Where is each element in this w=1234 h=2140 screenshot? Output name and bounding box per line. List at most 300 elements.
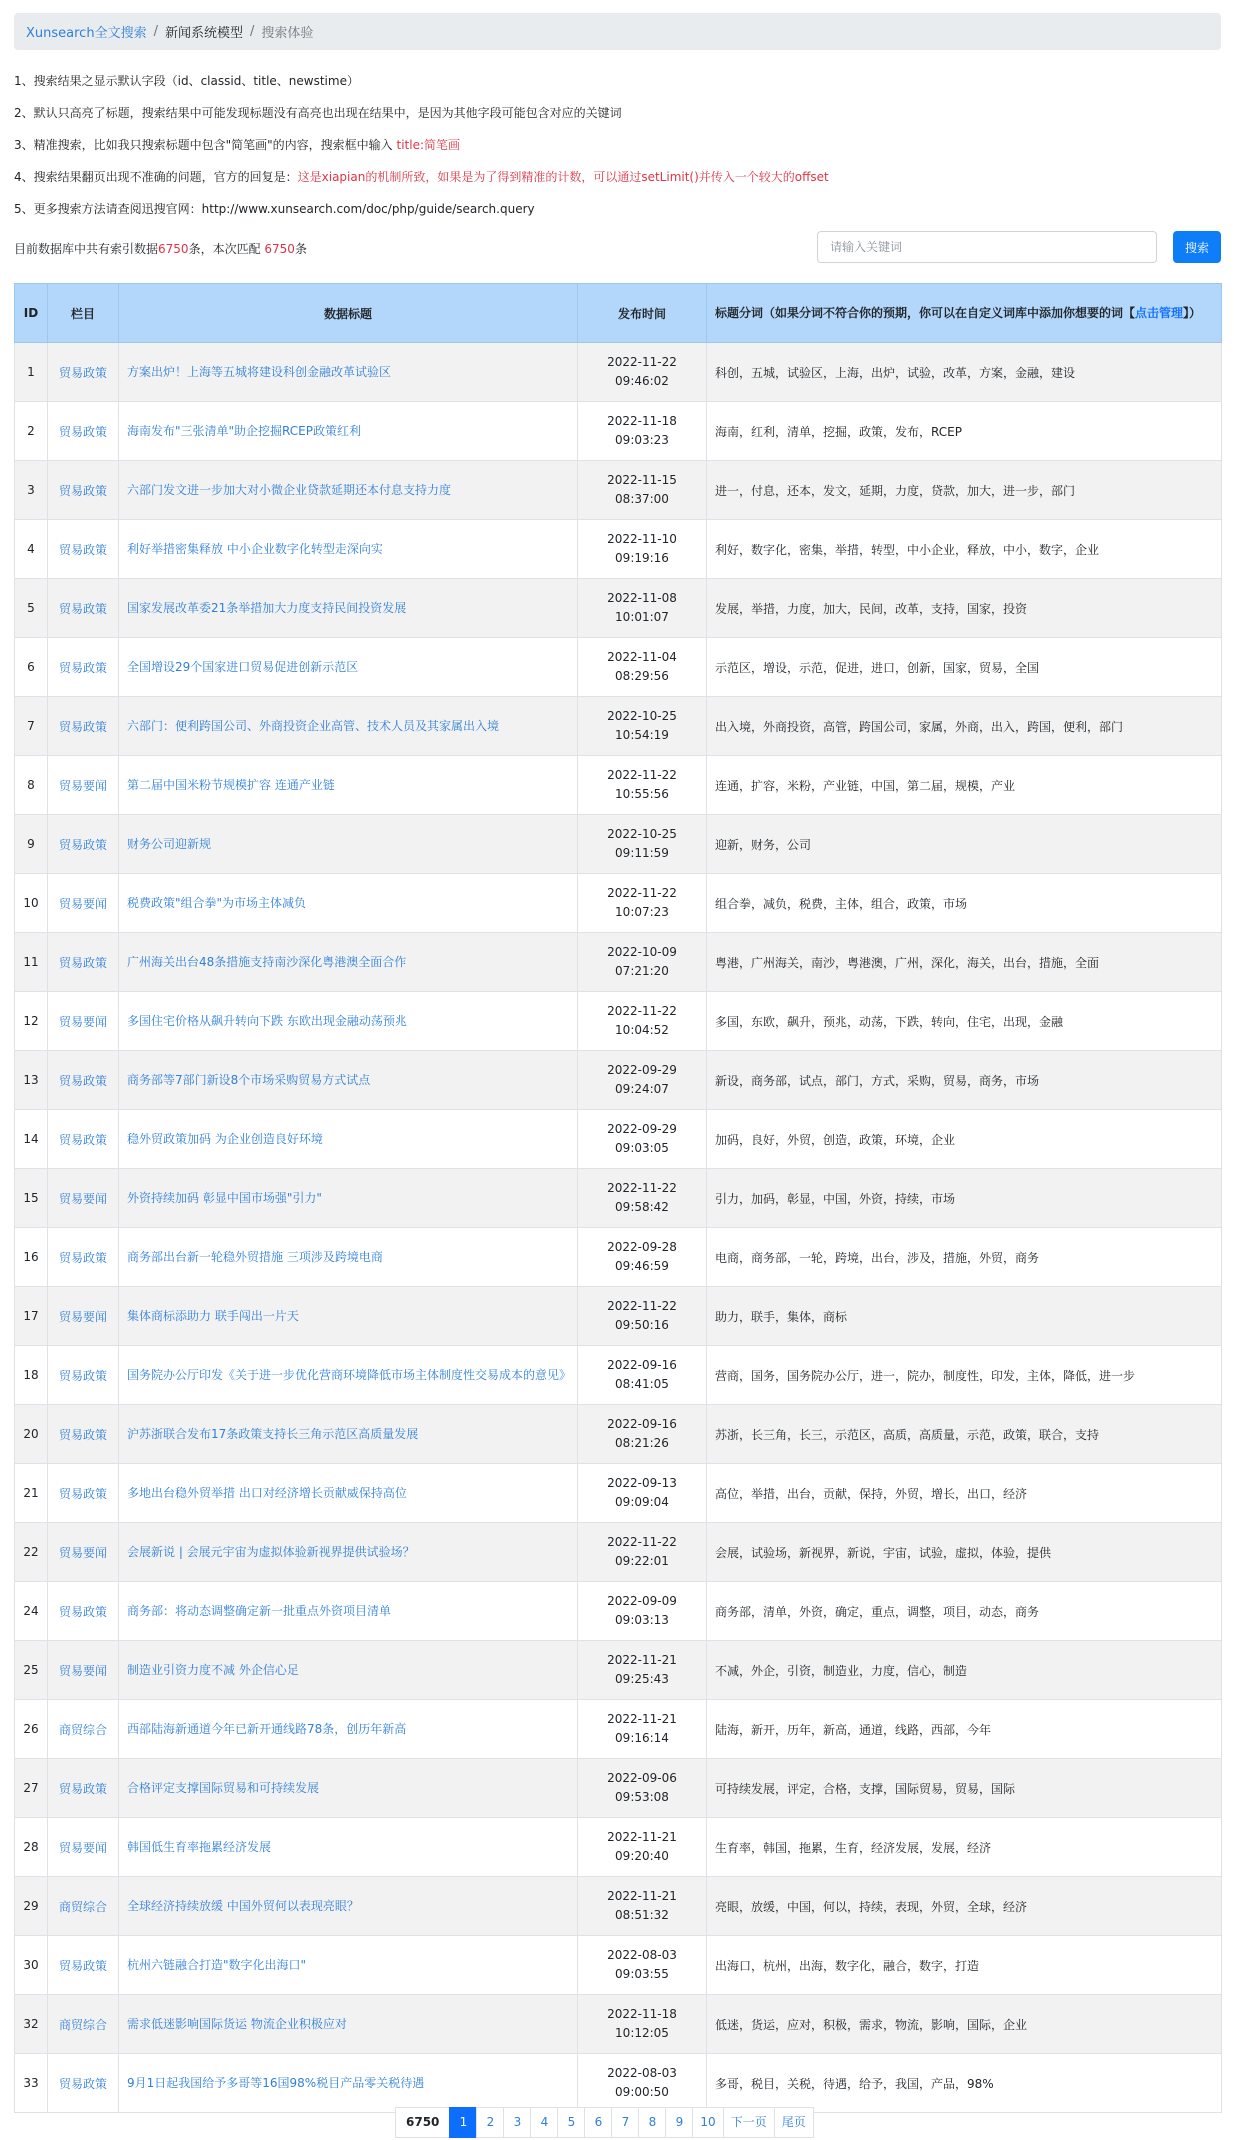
note-text: 2、默认只高亮了标题，搜索结果中可能发现标题没有高亮也出现在结果中，是因为其他字段可能包含对应的关键词: [14, 106, 622, 120]
title-link[interactable]: 西部陆海新通道今年已新开通线路78条，创历年新高: [127, 1722, 407, 1736]
row-id: 18: [15, 1346, 48, 1405]
page-link[interactable]: 3: [503, 2107, 531, 2138]
row-id: 22: [15, 1523, 48, 1582]
row-time-cell: [578, 1346, 707, 1405]
row-title-cell: [119, 992, 578, 1051]
title-link[interactable]: 全球经济持续放缓 中国外贸何以表现亮眼？: [127, 1899, 359, 1913]
row-time-cell: [578, 2054, 707, 2113]
row-title-cell: [119, 2054, 578, 2113]
row-id: 7: [15, 697, 48, 756]
note-highlight: title:简笔画: [396, 138, 461, 152]
publish-date: 2022-11-04: [607, 650, 677, 664]
category-link[interactable]: 贸易政策: [58, 1958, 107, 1973]
row-category-cell: [48, 992, 119, 1051]
title-link[interactable]: 商务部出台新一轮稳外贸措施 三项涉及跨境电商: [127, 1250, 383, 1264]
publish-date: 2022-10-25: [607, 827, 677, 841]
row-category-cell: [48, 461, 119, 520]
row-time-cell: [578, 1405, 707, 1464]
table-row: [15, 1523, 1222, 1582]
title-link[interactable]: 合格评定支撑国际贸易和可持续发展: [127, 1781, 320, 1795]
title-link[interactable]: 全国增设29个国家进口贸易促进创新示范区: [127, 660, 359, 674]
row-title-cell: [119, 1464, 578, 1523]
title-link[interactable]: 9月1日起我国给予多哥等16国98%税目产品零关税待遇: [127, 2076, 425, 2090]
row-id: 2: [15, 402, 48, 461]
title-link[interactable]: 制造业引资力度不减 外企信心足: [127, 1663, 299, 1677]
category-link[interactable]: 商贸综合: [58, 1722, 107, 1737]
row-category-cell: [48, 1228, 119, 1287]
table-row: [15, 1759, 1222, 1818]
title-link[interactable]: 第二届中国米粉节规模扩容 连通产业链: [127, 778, 335, 792]
breadcrumb-separator: /: [153, 24, 158, 39]
title-link[interactable]: 六部门发文进一步加大对小微企业贷款延期还本付息支持力度: [127, 483, 452, 497]
row-id: 9: [15, 815, 48, 874]
publish-date: 2022-08-03: [607, 2066, 677, 2080]
row-time-cell: [578, 1759, 707, 1818]
table-row: [15, 1346, 1222, 1405]
title-link[interactable]: 税费政策"组合拳"为市场主体减负: [127, 896, 307, 910]
title-link[interactable]: 利好举措密集释放 中小企业数字化转型走深向实: [127, 542, 383, 556]
row-time-cell: [578, 1582, 707, 1641]
row-id: 10: [15, 874, 48, 933]
table-row: [15, 579, 1222, 638]
row-time-cell: [578, 1700, 707, 1759]
category-link[interactable]: 贸易政策: [58, 837, 107, 852]
row-title-cell: [119, 520, 578, 579]
publish-date: 2022-09-28: [607, 1240, 677, 1254]
title-link[interactable]: 六部门：便利跨国公司、外商投资企业高管、技术人员及其家属出入境: [127, 719, 500, 733]
category-link[interactable]: 贸易要闻: [58, 896, 107, 911]
publish-date: 2022-09-29: [607, 1122, 677, 1136]
note-text: 1、搜索结果之显示默认字段（id、classid、title、newstime）: [14, 74, 359, 88]
publish-date: 2022-11-22: [607, 1535, 677, 1549]
usage-note: [14, 97, 1221, 129]
note-highlight: 这是xiapian的机制所致，如果是为了得到精准的计数，可以通过setLimit()并传入一个较大的offset: [297, 170, 829, 184]
publish-date: 2022-09-06: [607, 1771, 677, 1785]
title-link[interactable]: 海南发布"三张清单"助企挖掘RCEP政策红利: [127, 424, 361, 438]
row-id: 1: [15, 343, 48, 402]
publish-time: 09:16:14: [615, 1731, 669, 1745]
title-link[interactable]: 集体商标添助力 联手闯出一片天: [127, 1309, 299, 1323]
row-id: 28: [15, 1818, 48, 1877]
breadcrumb-section: 新闻系统模型: [164, 26, 243, 41]
row-category-cell: [48, 1169, 119, 1228]
page-link[interactable]: 1: [449, 2107, 477, 2138]
next-page-link[interactable]: 下一页: [723, 2107, 775, 2138]
title-link[interactable]: 财务公司迎新规: [127, 837, 212, 851]
row-segmentation: 可持续发展，评定，合格，支撑，国际贸易，贸易，国际: [707, 1759, 1222, 1818]
note-text: 4、搜索结果翻页出现不准确的问题，官方的回复是：: [14, 170, 298, 184]
row-time-cell: [578, 1110, 707, 1169]
table-row: [15, 874, 1222, 933]
row-category-cell: [48, 1346, 119, 1405]
publish-date: 2022-11-22: [607, 1299, 677, 1313]
category-link[interactable]: 贸易政策: [58, 1427, 107, 1442]
table-row: [15, 1936, 1222, 1995]
row-id: 21: [15, 1464, 48, 1523]
category-link[interactable]: 贸易政策: [58, 955, 107, 970]
publish-date: 2022-11-21: [607, 1712, 677, 1726]
publish-date: 2022-11-22: [607, 355, 677, 369]
table-row: [15, 1110, 1222, 1169]
category-link[interactable]: 商贸综合: [58, 1899, 107, 1914]
row-title-cell: [119, 1641, 578, 1700]
row-title-cell: [119, 1523, 578, 1582]
category-link[interactable]: 贸易政策: [58, 365, 107, 380]
category-link[interactable]: 贸易政策: [58, 424, 107, 439]
page-link[interactable]: 2: [476, 2107, 504, 2138]
publish-date: 2022-11-21: [607, 1830, 677, 1844]
row-segmentation: 电商，商务部，一轮，跨境，出台，涉及，措施，外贸，商务: [707, 1228, 1222, 1287]
row-title-cell: [119, 756, 578, 815]
page-link[interactable]: 8: [638, 2107, 666, 2138]
title-link[interactable]: 方案出炉！上海等五城将建设科创金融改革试验区: [127, 365, 392, 379]
row-time-cell: [578, 756, 707, 815]
title-link[interactable]: 沪苏浙联合发布17条政策支持长三角示范区高质量发展: [127, 1427, 419, 1441]
publish-date: 2022-11-22: [607, 1181, 677, 1195]
publish-time: 10:01:07: [615, 610, 669, 624]
row-time-cell: [578, 1464, 707, 1523]
category-link[interactable]: 贸易要闻: [58, 1309, 107, 1324]
row-id: 16: [15, 1228, 48, 1287]
publish-time: 09:03:55: [615, 1967, 669, 1981]
row-title-cell: [119, 1818, 578, 1877]
usage-note: [14, 161, 1221, 193]
publish-date: 2022-09-29: [607, 1063, 677, 1077]
row-time-cell: [578, 1936, 707, 1995]
row-time-cell: [578, 1641, 707, 1700]
publish-date: 2022-11-22: [607, 1004, 677, 1018]
publish-time: 09:50:16: [615, 1318, 669, 1332]
row-category-cell: [48, 1110, 119, 1169]
row-id: 3: [15, 461, 48, 520]
row-segmentation: 连通，扩容，米粉，产业链，中国，第二届，规模，产业: [707, 756, 1222, 815]
title-link[interactable]: 会展新说 | 会展元宇宙为虚拟体验新视界提供试验场？: [127, 1545, 415, 1559]
title-link[interactable]: 广州海关出台48条措施支持南沙深化粤港澳全面合作: [127, 955, 407, 969]
row-segmentation: 苏浙，长三角，长三，示范区，高质，高质量，示范，政策，联合，支持: [707, 1405, 1222, 1464]
row-title-cell: [119, 638, 578, 697]
publish-time: 09:46:59: [615, 1259, 669, 1273]
row-category-cell: [48, 1287, 119, 1346]
row-time-cell: [578, 1995, 707, 2054]
matched-count: 6750: [264, 242, 295, 256]
publish-time: 10:54:19: [615, 728, 669, 742]
publish-time: 09:24:07: [615, 1082, 669, 1096]
row-segmentation: 会展，试验场，新视界，新说，宇宙，试验，虚拟，体验，提供: [707, 1523, 1222, 1582]
row-id: 14: [15, 1110, 48, 1169]
row-title-cell: [119, 1405, 578, 1464]
row-category-cell: [48, 638, 119, 697]
category-link[interactable]: 贸易要闻: [58, 1014, 107, 1029]
publish-time: 09:00:50: [615, 2085, 669, 2099]
row-title-cell: [119, 815, 578, 874]
publish-time: 09:03:13: [615, 1613, 669, 1627]
publish-date: 2022-10-25: [607, 709, 677, 723]
row-time-cell: [578, 1287, 707, 1346]
row-title-cell: [119, 874, 578, 933]
title-link[interactable]: 多地出台稳外贸举措 出口对经济增长贡献威保持高位: [127, 1486, 407, 1500]
category-link[interactable]: 贸易政策: [58, 601, 107, 616]
publish-time: 09:03:23: [615, 433, 669, 447]
row-title-cell: [119, 1936, 578, 1995]
row-category-cell: [48, 1641, 119, 1700]
row-segmentation: 生育率，韩国，拖累，生育，经济发展，发展，经济: [707, 1818, 1222, 1877]
publish-date: 2022-11-22: [607, 768, 677, 782]
pagination: [396, 2107, 814, 2136]
publish-date: 2022-11-18: [607, 2007, 677, 2021]
index-count-text: [14, 240, 307, 257]
row-title-cell: [119, 1287, 578, 1346]
row-time-cell: [578, 579, 707, 638]
publish-date: 2022-11-18: [607, 414, 677, 428]
row-title-cell: [119, 402, 578, 461]
table-row: [15, 933, 1222, 992]
publish-time: 09:19:16: [615, 551, 669, 565]
row-category-cell: [48, 1995, 119, 2054]
category-link[interactable]: 商贸综合: [58, 2017, 107, 2032]
row-time-cell: [578, 1523, 707, 1582]
search-button[interactable]: 搜索: [1173, 231, 1221, 263]
row-segmentation: 助力，联手，集体，商标: [707, 1287, 1222, 1346]
row-id: 11: [15, 933, 48, 992]
category-link[interactable]: 贸易要闻: [58, 1191, 107, 1206]
table-row: [15, 1995, 1222, 2054]
publish-date: 2022-09-13: [607, 1476, 677, 1490]
title-link[interactable]: 多国住宅价格从飙升转向下跌 东欧出现金融动荡预兆: [127, 1014, 407, 1028]
row-time-cell: [578, 874, 707, 933]
usage-note: [14, 129, 1221, 161]
title-link[interactable]: 韩国低生育率拖累经济发展: [127, 1840, 272, 1854]
row-title-cell: [119, 933, 578, 992]
category-link[interactable]: 贸易政策: [58, 1604, 107, 1619]
row-segmentation: 迎新，财务，公司: [707, 815, 1222, 874]
row-title-cell: [119, 1346, 578, 1405]
row-time-cell: [578, 992, 707, 1051]
row-category-cell: [48, 1582, 119, 1641]
publish-date: 2022-11-10: [607, 532, 677, 546]
category-link[interactable]: 贸易政策: [58, 2076, 107, 2091]
row-segmentation: 商务部，清单，外资，确定，重点，调整，项目，动态，商务: [707, 1582, 1222, 1641]
title-link[interactable]: 国家发展改革委21条举措加大力度支持民间投资发展: [127, 601, 407, 615]
category-link[interactable]: 贸易政策: [58, 1368, 107, 1383]
title-link[interactable]: 外资持续加码 彰显中国市场强"引力": [127, 1191, 322, 1205]
page-container: [14, 13, 1221, 2113]
category-link[interactable]: 贸易政策: [58, 1486, 107, 1501]
page-link[interactable]: 4: [530, 2107, 558, 2138]
publish-time: 08:51:32: [615, 1908, 669, 1922]
title-link[interactable]: 杭州六链融合打造"数字化出海口": [127, 1958, 307, 1972]
publish-time: 08:37:00: [615, 492, 669, 506]
row-category-cell: [48, 1051, 119, 1110]
header-seg-text: 标题分词（如果分词不符合你的预期，你可以在自定义词库中添加你想要的词【: [715, 305, 1136, 320]
title-link[interactable]: 稳外贸政策加码 为企业创造良好环境: [127, 1132, 323, 1146]
category-link[interactable]: 贸易要闻: [58, 778, 107, 793]
publish-time: 09:25:43: [615, 1672, 669, 1686]
row-segmentation: 出入境，外商投资，高管，跨国公司，家属，外商，出入，跨国，便利，部门: [707, 697, 1222, 756]
category-link[interactable]: 贸易政策: [58, 660, 107, 675]
category-link[interactable]: 贸易政策: [58, 1781, 107, 1796]
results-table: [14, 283, 1222, 2113]
table-row: [15, 1405, 1222, 1464]
category-link[interactable]: 贸易政策: [58, 1073, 107, 1088]
publish-time: 09:09:04: [615, 1495, 669, 1509]
publish-date: 2022-11-21: [607, 1889, 677, 1903]
count-middle: 条，本次匹配: [188, 242, 265, 256]
table-row: [15, 1582, 1222, 1641]
table-row: [15, 1287, 1222, 1346]
row-time-cell: [578, 1169, 707, 1228]
row-segmentation: 发展，举措，力度，加大，民间，改革，支持，国家，投资: [707, 579, 1222, 638]
title-link[interactable]: 商务部：将动态调整确定新一批重点外资项目清单: [127, 1604, 392, 1618]
row-segmentation: 加码，良好，外贸，创造，政策，环境，企业: [707, 1110, 1222, 1169]
row-segmentation: 营商，国务，国务院办公厅，进一，院办，制度性，印发，主体，降低，进一步: [707, 1346, 1222, 1405]
publish-time: 10:12:05: [615, 2026, 669, 2040]
row-time-cell: [578, 461, 707, 520]
publish-date: 2022-11-15: [607, 473, 677, 487]
row-category-cell: [48, 815, 119, 874]
row-segmentation: 新设，商务部，试点，部门，方式，采购，贸易，商务，市场: [707, 1051, 1222, 1110]
publish-time: 10:07:23: [615, 905, 669, 919]
publish-date: 2022-11-22: [607, 886, 677, 900]
breadcrumb-home-link[interactable]: Xunsearch全文搜索: [26, 26, 147, 41]
category-link[interactable]: 贸易要闻: [58, 1840, 107, 1855]
row-id: 13: [15, 1051, 48, 1110]
row-category-cell: [48, 579, 119, 638]
publish-date: 2022-09-16: [607, 1417, 677, 1431]
row-category-cell: [48, 874, 119, 933]
row-time-cell: [578, 520, 707, 579]
row-category-cell: [48, 1405, 119, 1464]
row-category-cell: [48, 756, 119, 815]
publish-time: 09:11:59: [615, 846, 669, 860]
row-category-cell: [48, 1464, 119, 1523]
row-time-cell: [578, 1051, 707, 1110]
publish-time: 09:20:40: [615, 1849, 669, 1863]
pagination-total: 6750: [395, 2107, 450, 2138]
publish-date: 2022-11-08: [607, 591, 677, 605]
row-segmentation: 粤港，广州海关，南沙，粤港澳，广州，深化，海关，出台，措施，全面: [707, 933, 1222, 992]
table-row: [15, 1877, 1222, 1936]
row-id: 4: [15, 520, 48, 579]
table-row: [15, 1228, 1222, 1287]
row-category-cell: [48, 1936, 119, 1995]
row-title-cell: [119, 1995, 578, 2054]
title-link[interactable]: 需求低迷影响国际货运 物流企业积极应对: [127, 2017, 347, 2031]
breadcrumb-separator: /: [249, 24, 255, 39]
row-category-cell: [48, 933, 119, 992]
row-time-cell: [578, 1818, 707, 1877]
row-category-cell: [48, 1818, 119, 1877]
row-segmentation: 进一，付息，还本，发文，延期，力度，贷款，加大，进一步，部门: [707, 461, 1222, 520]
row-id: 27: [15, 1759, 48, 1818]
row-title-cell: [119, 1700, 578, 1759]
row-id: 25: [15, 1641, 48, 1700]
row-segmentation: 出海口，杭州，出海，数字化，融合，数字，打造: [707, 1936, 1222, 1995]
row-id: 32: [15, 1995, 48, 2054]
row-id: 24: [15, 1582, 48, 1641]
header-title: 数据标题: [119, 284, 578, 343]
category-link[interactable]: 贸易政策: [58, 483, 107, 498]
publish-time: 09:58:42: [615, 1200, 669, 1214]
breadcrumb: [14, 13, 1221, 50]
publish-time: 10:55:56: [615, 787, 669, 801]
publish-time: 09:03:05: [615, 1141, 669, 1155]
category-link[interactable]: 贸易政策: [58, 1132, 107, 1147]
row-category-cell: [48, 1877, 119, 1936]
row-title-cell: [119, 1582, 578, 1641]
header-category: 栏目: [48, 284, 119, 343]
manage-dictionary-link[interactable]: 点击管理: [1135, 305, 1184, 320]
publish-time: 10:04:52: [615, 1023, 669, 1037]
row-title-cell: [119, 1228, 578, 1287]
row-title-cell: [119, 343, 578, 402]
publish-date: 2022-11-21: [607, 1653, 677, 1667]
row-segmentation: 科创，五城，试验区，上海，出炉，试验，改革，方案，金融，建设: [707, 343, 1222, 402]
header-id: ID: [15, 284, 48, 343]
row-id: 6: [15, 638, 48, 697]
table-row: [15, 2054, 1222, 2113]
row-id: 29: [15, 1877, 48, 1936]
table-row: [15, 461, 1222, 520]
publish-time: 07:21:20: [615, 964, 669, 978]
search-input[interactable]: [817, 231, 1157, 263]
row-time-cell: [578, 402, 707, 461]
table-row: [15, 638, 1222, 697]
category-link[interactable]: 贸易要闻: [58, 1663, 107, 1678]
category-link[interactable]: 贸易政策: [58, 719, 107, 734]
table-row: [15, 402, 1222, 461]
row-time-cell: [578, 638, 707, 697]
header-segmentation: [707, 284, 1222, 343]
publish-time: 08:41:05: [615, 1377, 669, 1391]
results-table-body: [15, 343, 1222, 2113]
row-id: 12: [15, 992, 48, 1051]
title-link[interactable]: 国务院办公厅印发《关于进一步优化营商环境降低市场主体制度性交易成本的意见》: [127, 1368, 572, 1382]
category-link[interactable]: 贸易要闻: [58, 1545, 107, 1560]
table-row: [15, 992, 1222, 1051]
table-row: [15, 1169, 1222, 1228]
row-id: 33: [15, 2054, 48, 2113]
row-segmentation: 海南，红利，清单，挖掘，政策，发布，RCEP: [707, 402, 1222, 461]
row-category-cell: [48, 1700, 119, 1759]
row-category-cell: [48, 402, 119, 461]
page-link[interactable]: 10: [692, 2107, 723, 2138]
row-segmentation: 亮眼，放缓，中国，何以，持续，表现，外贸，全球，经济: [707, 1877, 1222, 1936]
row-time-cell: [578, 1877, 707, 1936]
table-row: [15, 520, 1222, 579]
page-link[interactable]: 7: [611, 2107, 639, 2138]
row-title-cell: [119, 1110, 578, 1169]
category-link[interactable]: 贸易政策: [58, 542, 107, 557]
page-link[interactable]: 5: [557, 2107, 585, 2138]
row-id: 8: [15, 756, 48, 815]
table-row: [15, 1818, 1222, 1877]
category-link[interactable]: 贸易政策: [58, 1250, 107, 1265]
row-category-cell: [48, 343, 119, 402]
row-segmentation: 引力，加码，彰显，中国，外资，持续，市场: [707, 1169, 1222, 1228]
last-page-link[interactable]: 尾页: [774, 2107, 814, 2138]
count-suffix: 条: [294, 242, 307, 256]
row-time-cell: [578, 343, 707, 402]
table-row: [15, 697, 1222, 756]
page-link[interactable]: 6: [584, 2107, 612, 2138]
row-title-cell: [119, 1759, 578, 1818]
row-id: 20: [15, 1405, 48, 1464]
title-link[interactable]: 商务部等7部门新设8个市场采购贸易方式试点: [127, 1073, 371, 1087]
row-time-cell: [578, 697, 707, 756]
row-id: 26: [15, 1700, 48, 1759]
page-link[interactable]: 9: [665, 2107, 693, 2138]
publish-time: 08:21:26: [615, 1436, 669, 1450]
